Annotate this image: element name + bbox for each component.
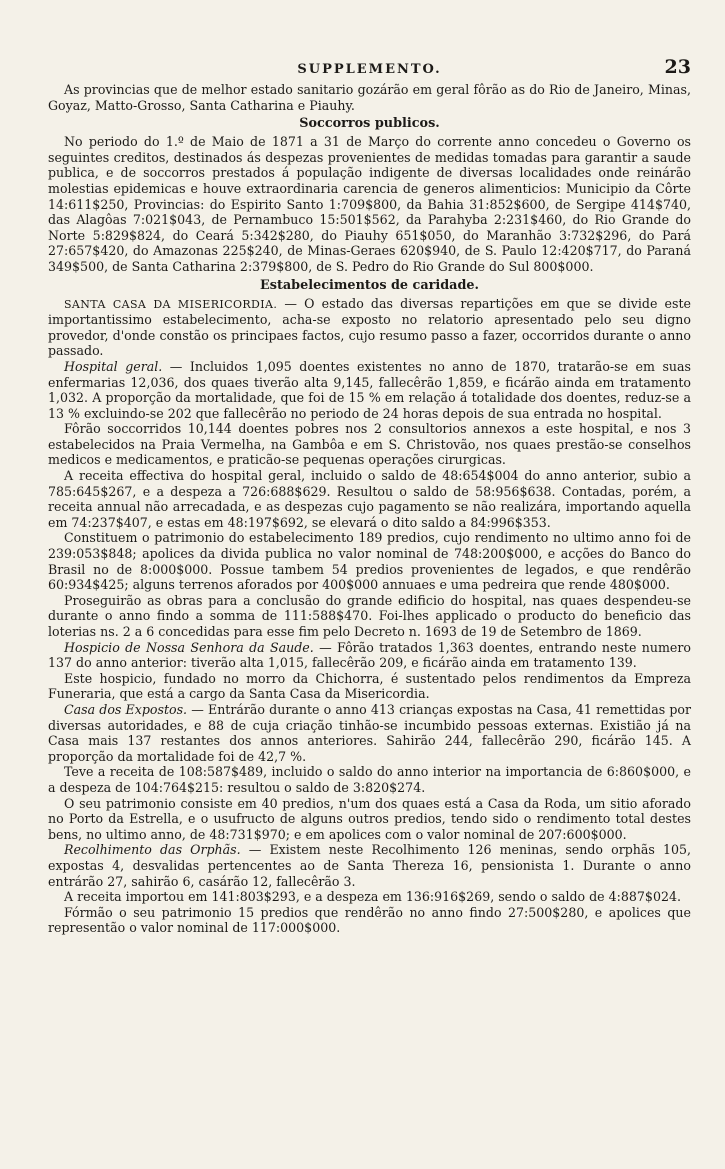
paragraph-soccorridos: Fôrão soccorridos 10,144 doentes pobres nos 2 consultorios annexos a este hospital, e nos 3 estabelecidos na Praia Vermelha, na Gambôa e em S. Christovão, nos quaes prestão-se conselhos medicos e medicamentos, e praticão-se pequenas operações cirurgicas. <box>48 421 691 468</box>
paragraph-hospital-geral <box>48 359 691 421</box>
hospicio-text: — Fôrão tratados 1,363 doentes, entrando neste numero 137 do anno anterior: tiverão alta 1,015, fallecêrão 209, e ficárão ainda em tratamento 139. <box>48 639 691 671</box>
paragraph-orphas-receita: A receita importou em 141:803$293, e a despeza em 136:916$269, sendo o saldo de 4:887$024. <box>64 889 681 905</box>
running-title: SUPPLEMENTO. <box>297 62 442 77</box>
paragraph-soccorros: No periodo do 1.º de Maio de 1871 a 31 de Março do corrente anno concedeu o Governo os seguintes creditos, destinados ás despezas provenientes de medidas tomadas para garantir a saude publica, e de soccorros prestados á população indigente de diversas localidades onde reinárão molestias epidemicas e houve extraordinaria carencia de generos alimenticios: Municipio da Côrte 14:611$250, Provincias: do Espirito Santo 1:709$800, da Bahia 31:852$600, de Sergipe 414$740, das Alagôas 7:021$043, de Pernambuco 15:501$562, da Parahyba 2:231$460, do Rio Grande do Norte 5:829$824, do Ceará 5:342$280, do Piauhy 651$050, do Maranhão 3:732$296, do Pará 27:657$420, do Amazonas 225$240, de Minas-Geraes 620$940, de S. Paulo 12:420$717, do Paraná 349$500, de Santa Catharina 2:379$800, de S. Pedro do Rio Grande do Sul 800$000. <box>48 134 691 274</box>
paragraph-receita-hospital: A receita effectiva do hospital geral, incluido o saldo de 48:654$004 do anno anterior, subio a 785:645$267, e a despeza a 726:688$629. Resultou o saldo de 58:956$638. Contadas, porém, a receita annual não arrecadada, e as despezas cujo pagamento se não realizára, importando aquella em 74:237$407, e estas em 48:197$692, se elevará o dito saldo a 84:996$353. <box>48 468 691 530</box>
paragraph-orphas <box>48 842 691 889</box>
paragraph-hospicio <box>48 640 691 671</box>
santa-casa-lead: SANTA CASA DA MISERICORDIA. <box>64 297 278 311</box>
paragraph-santa-casa <box>48 296 691 359</box>
page-number: 23 <box>664 56 691 78</box>
expostos-lead: Casa dos Expostos. <box>64 701 188 717</box>
heading-estabelecimentos: Estabelecimentos de caridade. <box>259 277 479 293</box>
paragraph-expostos-receita: Teve a receita de 108:587$489, incluido o saldo do anno interior na importancia de 6:860$000, e a despeza de 104:764$215: resultou o saldo de 3:820$274. <box>48 764 691 795</box>
intro-paragraph: As provincias que de melhor estado sanitario gozárão em geral fôrão as do Rio de Janeiro, Minas, Goyaz, Matto-Grosso, Santa Catharina e Piauhy. <box>48 82 691 113</box>
paragraph-patrimonio: Constituem o patrimonio do estabelecimento 189 predios, cujo rendimento no ultimo anno foi de 239:053$848; apolices da divida publica no valor nominal de 748:200$000, e acções do Banco do Brasil no de 8:000$000. Possue tambem 54 predios provenientes de legados, e que rendêrão 60:934$425; alguns terrenos aforados por 400$000 annuaes e uma pedreira que rende 480$000. <box>48 530 691 593</box>
paragraph-chichorra: Este hospicio, fundado no morro da Chichorra, é sustentado pelos rendimentos da Empreza Funeraria, que está a cargo da Santa Casa da Misericordia. <box>48 670 691 702</box>
santa-casa-text: — O estado das diversas repartições em que se divide este importantissimo estabelecimento, acha-se exposto no relatorio apresentado pelo seu digno provedor, d'onde constão os principaes factos, cujo resumo passo a fazer, occorridos durante o anno passado. <box>48 295 691 359</box>
paragraph-expostos-patrimonio: O seu patrimonio consiste em 40 predios, n'um dos quaes está a Casa da Roda, um sitio aforado no Porto da Estrella, e o usufructo de alguns outros predios, tendo sido o rendimento total destes bens, no ultimo anno, de 48:731$970; e em apolices com o valor nominal de 207:600$000. <box>48 795 691 842</box>
paragraph-expostos <box>48 702 691 764</box>
paragraph-orphas-patrimonio: Fórmão o seu patrimonio 15 predios que rendêrão no anno findo 27:500$280, e apolices que representão o valor nominal de 117:000$000. <box>48 904 691 936</box>
expostos-text: — Entrárão durante o anno 413 crianças expostas na Casa, 41 remettidas por diversas autoridades, e 88 de cuja criação tinhão-se incumbido pessoas externas. Existião já na Casa mais 137 restantes dos annos anteriores. Sahirão 244, fallecêrão 290, ficárão 145. A proporção da mortalidade foi de 42,7 %. <box>48 701 691 764</box>
page-header <box>48 56 691 82</box>
orphas-lead: Recolhimento das Orphãs. <box>64 842 241 858</box>
paragraph-obras: Proseguirão as obras para a conclusão do grande edificio do hospital, nas quaes despendeu-se durante o anno findo a somma de 111:588$470. Foi-lhes applicado o producto do beneficio das loterias ns. 2 a 6 concedidas para esse fim pelo Decreto n. 1693 de 19 de Setembro de 1869. <box>48 592 691 639</box>
orphas-text: — Existem neste Recolhimento 126 meninas, sendo orphãs 105, expostas 4, desvalidas pertencentes ao de Santa Thereza 16, pensionista 1. Durante o anno entrárão 27, sahirão 6, casárão 12, fallecêrão 3. <box>48 842 692 889</box>
heading-soccorros-publicos: Soccorros publicos. <box>299 116 440 132</box>
hospital-geral-lead: Hospital geral. <box>64 358 163 374</box>
hospicio-lead: Hospicio de Nossa Senhora da Saude. <box>64 639 314 655</box>
hospital-geral-text: — Incluidos 1,095 doentes existentes no anno de 1870, tratarão-se em suas enfermarias 12,036, dos quaes tiverão alta 9,145, fallecêrão 1,859, e ficárão ainda em tratamento 1,032. A proporção da mortalidade, que foi de 15 % em relação á totalidade dos doentes, reduz-se a 13 % excluindo-se 202 que fallecêrão no periodo de 24 horas depois de sua entrada no hospital. <box>48 358 691 421</box>
